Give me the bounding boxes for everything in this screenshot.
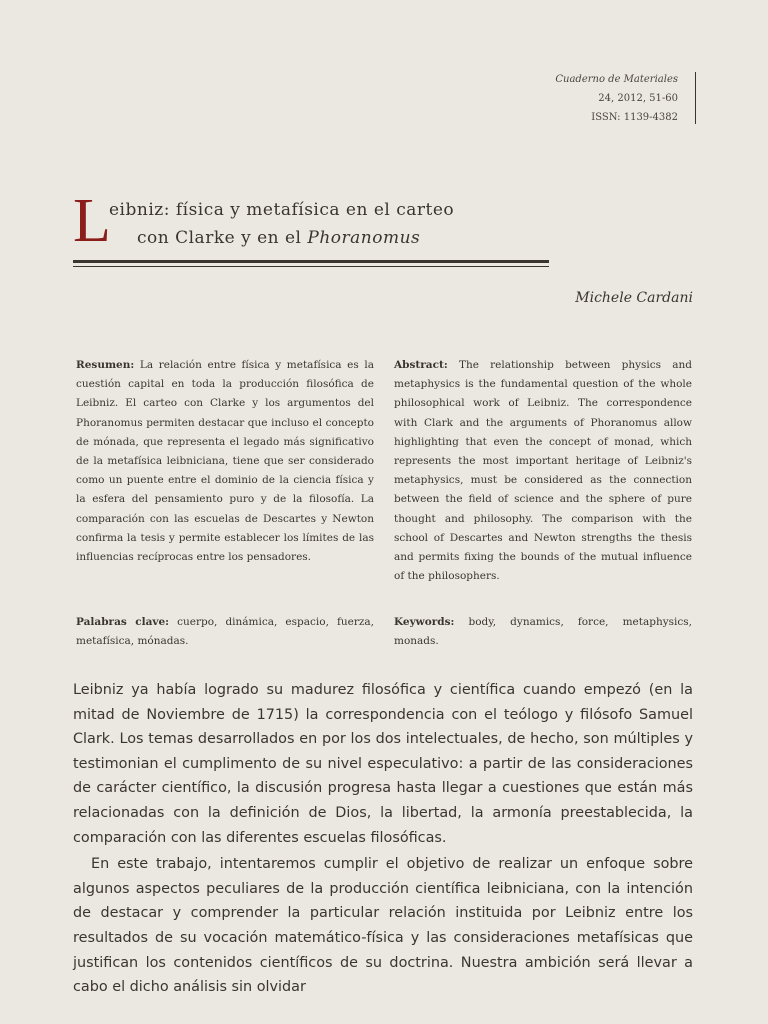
journal-info <box>555 70 686 127</box>
title-line-2-prefix: con Clarke y en el <box>137 228 308 248</box>
keywords-es-label: Palabras clave: <box>76 616 170 628</box>
body-paragraph-1: Leibniz ya había logrado su madurez filosófica y científica cuando empezó (en la mitad de Noviembre de 1715) la correspondencia con el teólogo y filósofo Samuel Clark. Los temas desarrollados en por los dos intelectuales, de hecho, son múltiples y testimonian el cumplimento de su nivel especulativo: a partir de las consideraciones de carácter científico, la discusión progresa hasta llegar a cuestiones que están más relacionadas con la definición de Dios, la libertad, la armonía preestablecida, la comparación con las diferentes escuelas filosóficas. <box>73 682 693 846</box>
journal-divider <box>695 72 696 124</box>
abstract-en-label: Abstract: <box>394 359 448 371</box>
title-dropcap: L <box>73 187 111 255</box>
journal-issn: ISSN: 1139-4382 <box>591 112 678 123</box>
title-rule-thick <box>73 260 549 263</box>
keywords-en-label: Keywords: <box>394 616 455 628</box>
author-name: Michele Cardani <box>575 290 693 306</box>
keywords-en-text: body, dynamics, force, metaphysics, monads. <box>394 616 692 648</box>
title-line-2 <box>137 228 420 248</box>
abstract-english <box>394 356 692 586</box>
title-line-1: eibniz: física y metafísica en el carteo <box>109 200 455 220</box>
keywords-es-text: cuerpo, dinámica, espacio, fuerza, metafísica, mónadas. <box>76 616 374 648</box>
abstract-en-text: The relationship between physics and metaphysics is the fundamental question of the whole philosophical work of Leibniz. The correspondence with Clark and the arguments of Phoranomus allow highlighting that even the concept of monad, which represents the most important heritage of Leibniz's metaphysics, must be considered as the connection between the field of science and the sphere of pure thought and philosophy. The comparison with the school of Descartes and Newton strengths the thesis and permits fixing the bounds of the mutual influence of the philosophers. <box>394 359 692 583</box>
abstract-spanish <box>76 356 374 567</box>
abstract-es-text: La relación entre física y metafísica es la cuestión capital en toda la producción filosófica de Leibniz. El carteo con Clarke y los argumentos del Phoranomus permiten destacar que incluso el concepto de mónada, que representa el legado más significativo de la metafísica leibniciana, tiene que ser considerado como un puente entre el dominio de la ciencia física y la esfera del pensamiento puro y de la filosofía. La comparación con las escuelas de Descartes y Newton confirma la tesis y permite establecer los límites de las influencias recíprocas entre los pensadores. <box>76 359 374 564</box>
title-rule-thin <box>73 266 549 267</box>
keywords-spanish <box>76 613 374 651</box>
journal-volume: 24, 2012, 51-60 <box>598 93 678 104</box>
keywords-english <box>394 613 692 651</box>
title-line-2-italic: Phoranomus <box>307 228 421 248</box>
article-body <box>73 678 693 1000</box>
body-paragraph-2: En este trabajo, intentaremos cumplir el objetivo de realizar un enfoque sobre algunos aspectos peculiares de la producción científica leibniciana, con la intención de destacar y comprender la particular relación instituida por Leibniz entre los resultados de su vocación matemático-física y las consideraciones metafísicas que justifican los contenidos científicos de su doctrina. Nuestra ambición será llevar a cabo el dicho análisis sin olvidar <box>73 856 693 996</box>
journal-name: Cuaderno de Materiales <box>555 74 678 85</box>
abstract-es-label: Resumen: <box>76 359 135 371</box>
